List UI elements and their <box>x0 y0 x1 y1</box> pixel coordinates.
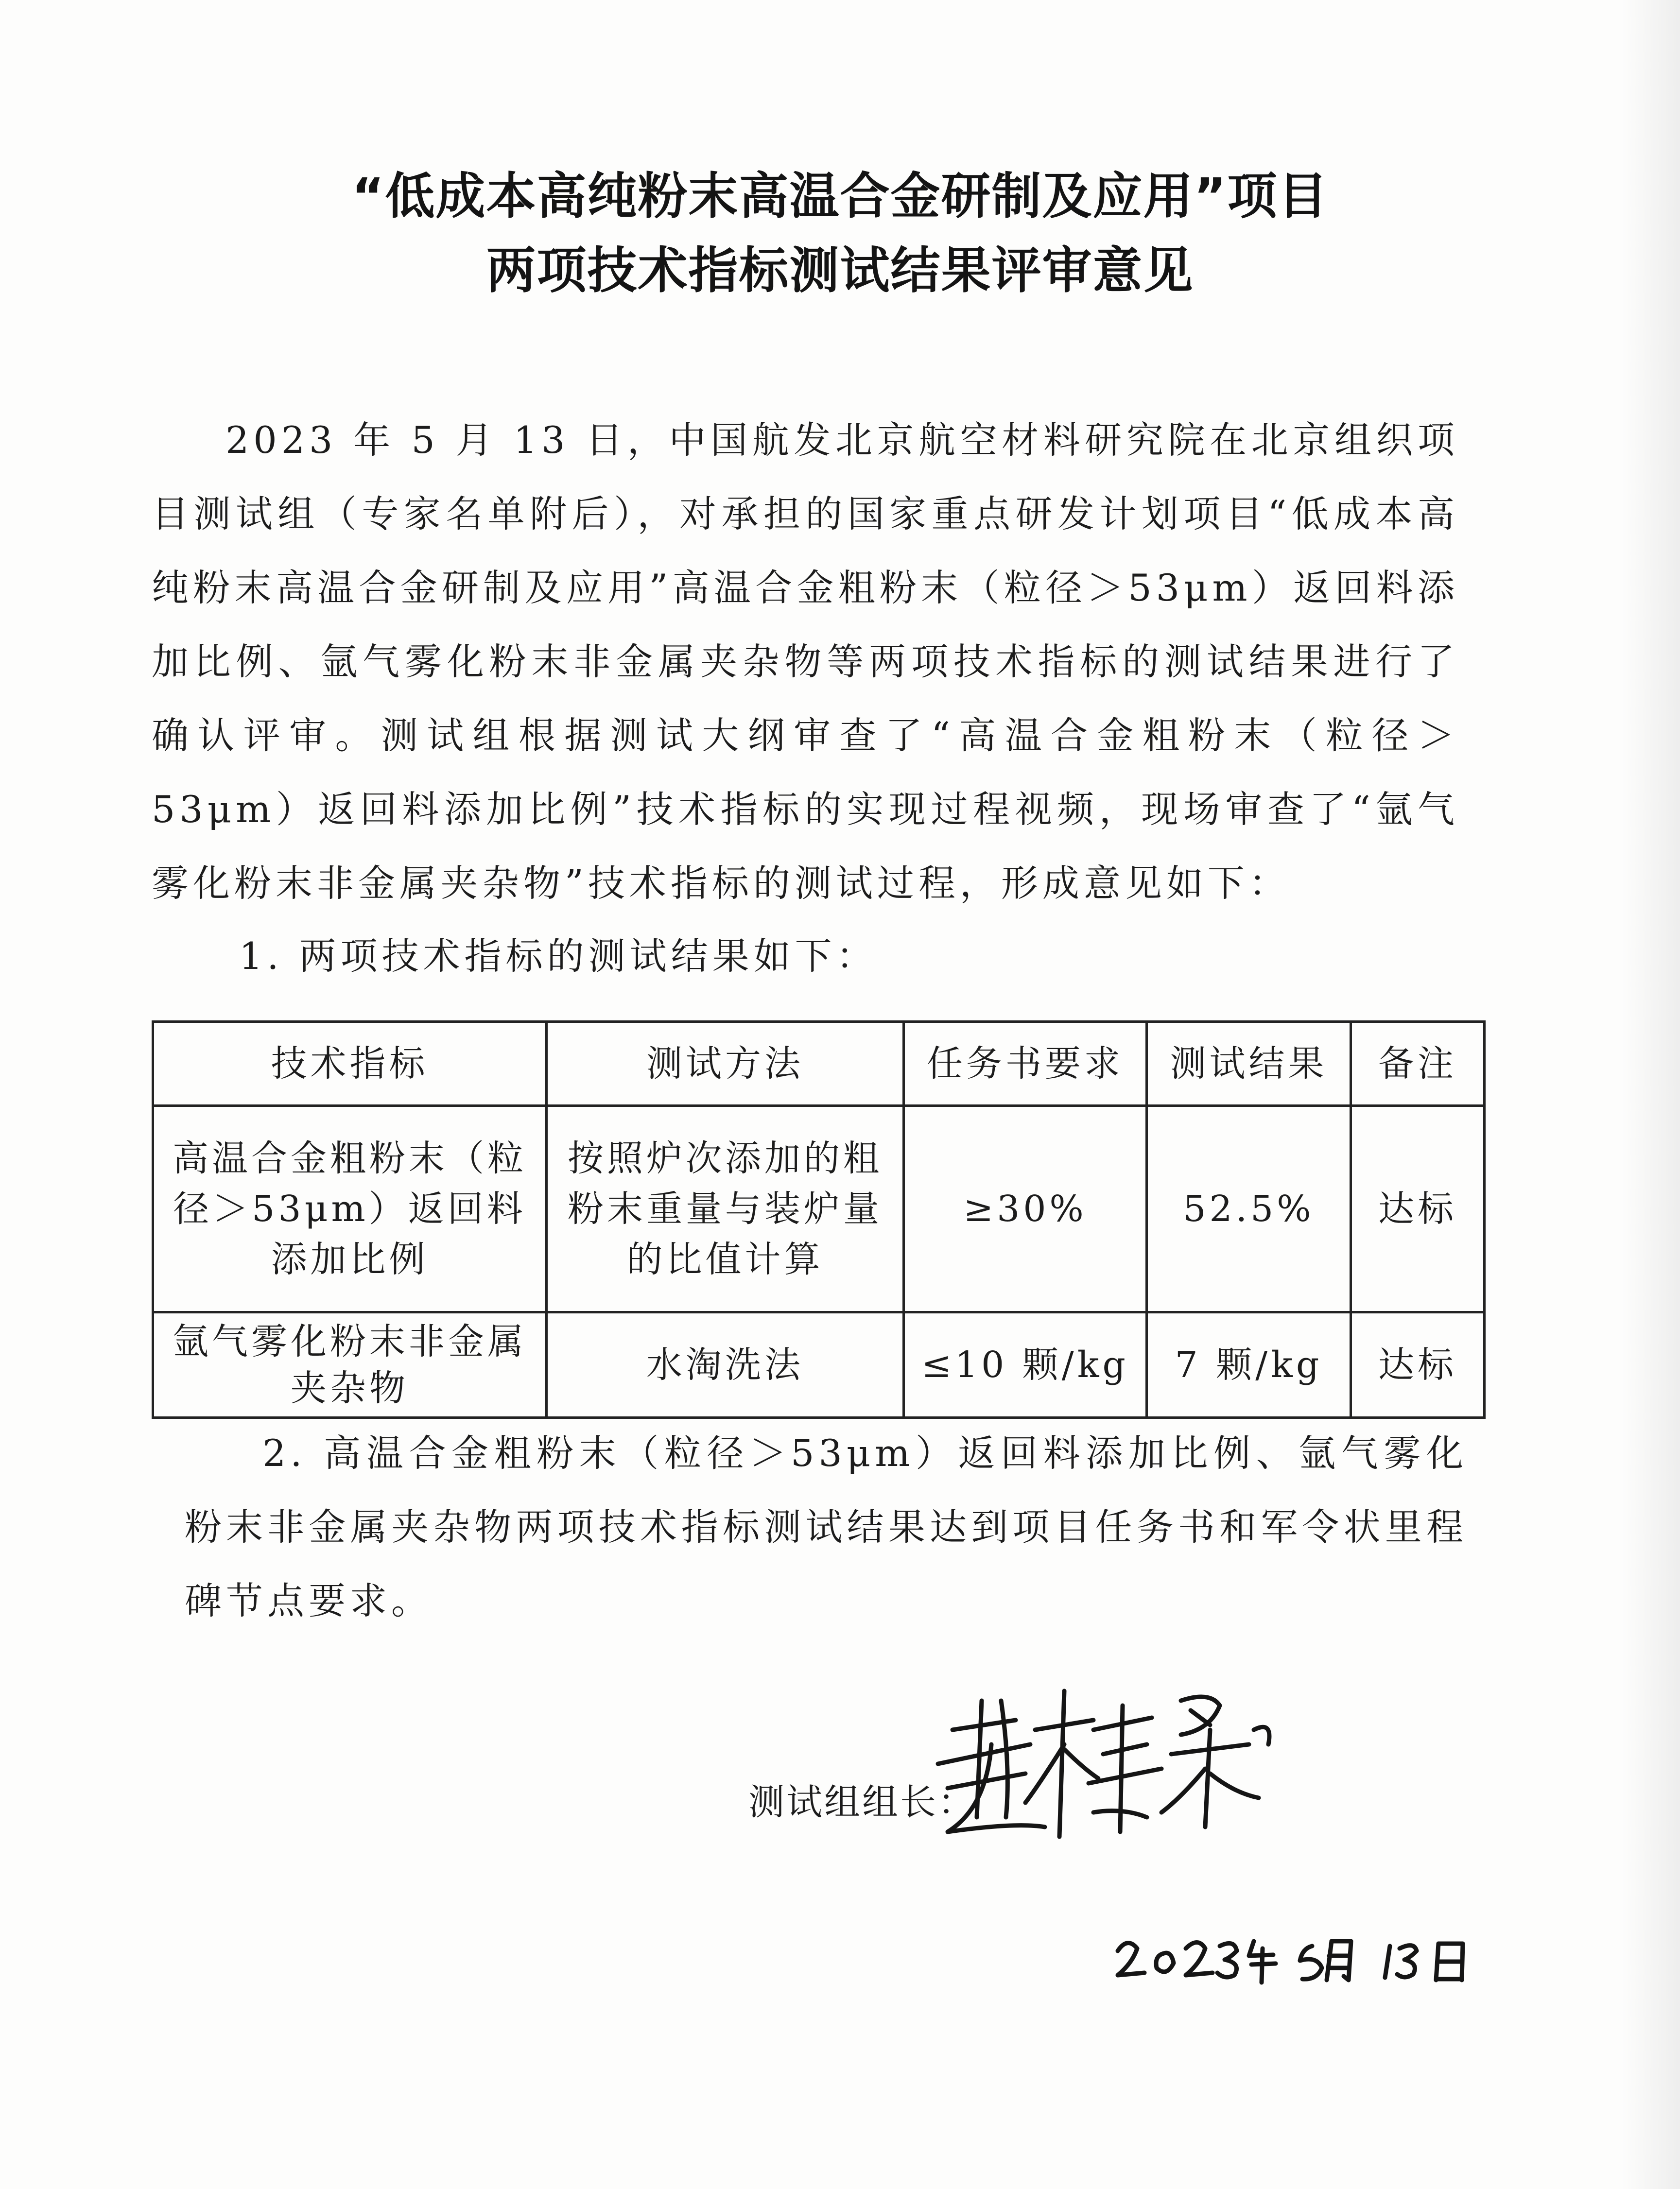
item-2-text: 2. 高温合金粗粉末（粒径＞53μm）返回料添加比例、氩气雾化粉末非金属夹杂物两项技术指标测试结果达到项目任务书和军令状里程碑节点要求。 <box>185 1431 1468 1622</box>
results-table <box>152 1020 1486 1419</box>
cell-requirement: ≤10 颗/kg <box>904 1312 1147 1418</box>
signature-label: 测试组组长： <box>748 1781 976 1823</box>
cell-indicator: 氩气雾化粉末非金属夹杂物 <box>153 1312 547 1418</box>
cell-result: 7 颗/kg <box>1147 1312 1351 1418</box>
cell-requirement: ≥30% <box>904 1106 1147 1312</box>
handwritten-date <box>1108 1922 1477 1985</box>
cell-method: 水淘洗法 <box>547 1312 904 1418</box>
cell-result: 52.5% <box>1147 1106 1351 1312</box>
cell-method: 按照炉次添加的粗粉末重量与装炉量的比值计算 <box>547 1106 904 1312</box>
header-requirement: 任务书要求 <box>904 1022 1147 1106</box>
cell-remark: 达标 <box>1351 1312 1485 1418</box>
table-header-row <box>153 1022 1485 1106</box>
table-row <box>153 1312 1485 1418</box>
header-remark: 备注 <box>1351 1022 1485 1106</box>
document-title-line1: “低成本高纯粉末高温合金研制及应用”项目 <box>351 168 1329 225</box>
signature-date <box>1108 1922 1477 1987</box>
header-method: 测试方法 <box>547 1022 904 1106</box>
cell-remark: 达标 <box>1351 1106 1485 1312</box>
table-row <box>153 1106 1485 1312</box>
header-indicator: 技术指标 <box>153 1022 547 1106</box>
cell-indicator: 高温合金粗粉末（粒径＞53μm）返回料添加比例 <box>153 1106 547 1312</box>
page-edge-shadow <box>1622 0 1680 2189</box>
handwritten-signature <box>918 1672 1298 1856</box>
item-1-text: 1. 两项技术指标的测试结果如下： <box>239 934 878 978</box>
document-title-line2: 两项技术指标测试结果评审意见 <box>486 242 1194 300</box>
header-result: 测试结果 <box>1147 1022 1351 1106</box>
intro-paragraph: 2023 年 5 月 13 日，中国航发北京航空材料研究院在北京组织项目测试组（专家名单附后），对承担的国家重点研发计划项目“低成本高纯粉末高温合金研制及应用”高温合金粗粉末（粒径＞53μm）返回料添加比例、氩气雾化粉末非金属夹杂物等两项技术指标的测试结果进行了确认评审。测试组根据测试大纲审查了“高温合金粗粉末（粒径＞53μm）返回料添加比例”技术指标的实现过程视频，现场审查了“氩气雾化粉末非金属夹杂物”技术指标的测试过程，形成意见如下： <box>152 418 1459 905</box>
